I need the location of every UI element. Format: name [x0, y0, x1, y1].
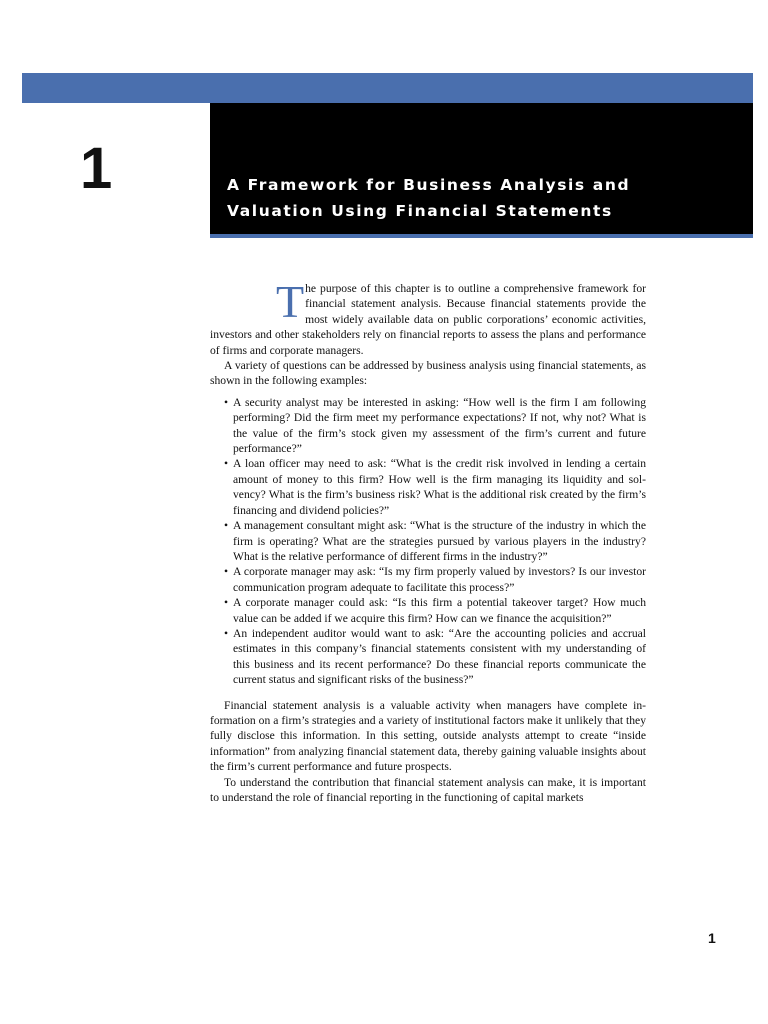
bullet-icon: •	[224, 626, 229, 640]
chapter-title	[227, 172, 727, 224]
list-item	[224, 395, 646, 457]
chapter-body	[210, 276, 646, 805]
paragraph-2: A variety of questions can be addressed by business analysis using financial statements, as shown in the following examples:	[210, 359, 646, 388]
example-questions-list	[210, 395, 646, 688]
paragraph-3: Financial statement analysis is a valuable activity when managers have complete information on a firm’s strategies and a variety of institutional factors make it unlikely that they fully disclose this information. In this setting, outside analysts attempt to create “inside information” from analyzing financial statement data, thereby gaining valuable insights about the firm’s current performance and future prospects.	[210, 698, 646, 774]
header-blue-band	[22, 73, 753, 103]
intro-text: he purpose of this chapter is to outline a comprehensive framework for financial statement analysis. Because financial statements provide the most widely available data on public corporations’ economic activities, investors and other stakeholders rely on financial reports to assess the plans and performance of firms and corporate managers.	[210, 282, 646, 357]
drop-cap: T	[276, 276, 305, 327]
page-number: 1	[708, 930, 716, 946]
list-item-text: An independent auditor would want to ask: “Are the accounting policies and accrual estimates in this company’s financial statements consistent with my understanding of this business and its recent performance? Do these financial reports communicate the current status and significant risks of the business?”	[233, 626, 646, 687]
list-item-text: A loan officer may need to ask: “What is the credit risk involved in lending a certain amount of money to this firm? How well is the firm managing its liquidity and solvency? What is the firm’s business risk? What is the additional risk created by the firm’s financing and dividend policies?”	[233, 457, 646, 517]
bullet-icon: •	[224, 395, 229, 409]
list-item	[224, 564, 646, 595]
list-item-text: A corporate manager could ask: “Is this firm a potential takeover target? How much value can be added if we acquire this firm? How can we finance the acquisition?”	[233, 596, 646, 625]
list-item-text: A corporate manager may ask: “Is my firm properly valued by investors? Is our investor communication program adequate to facilitate this process?”	[233, 565, 646, 594]
bullet-icon: •	[224, 519, 229, 533]
list-item	[224, 595, 646, 626]
chapter-number: 1	[80, 136, 113, 201]
intro-paragraph	[210, 276, 646, 358]
list-item	[224, 626, 646, 688]
bullet-icon: •	[224, 457, 229, 471]
paragraph-4: To understand the contribution that financial statement analysis can make, it is important to understand the role of financial reporting in the functioning of capital markets	[210, 775, 646, 804]
list-item-text: A security analyst may be interested in asking: “How well is the firm I am following performing? Did the firm meet my performance expectations? If not, why not? What is the value of the firm’s stock given my assessment of the firm’s current and future performance?”	[233, 395, 646, 456]
chapter-title-line-1: A Framework for Business Analysis and	[227, 176, 631, 194]
list-item	[224, 518, 646, 564]
bullet-icon: •	[224, 565, 229, 579]
title-underline-bar	[210, 234, 753, 238]
bullet-icon: •	[224, 596, 229, 610]
list-item	[224, 456, 646, 518]
chapter-title-line-2: Valuation Using Financial Statements	[227, 202, 613, 220]
list-item-text: A management consultant might ask: “What is the structure of the industry in which the firm is operating? What are the strategies pursued by various players in the industry? What is the relative performance of different firms in the industry?”	[233, 519, 646, 563]
